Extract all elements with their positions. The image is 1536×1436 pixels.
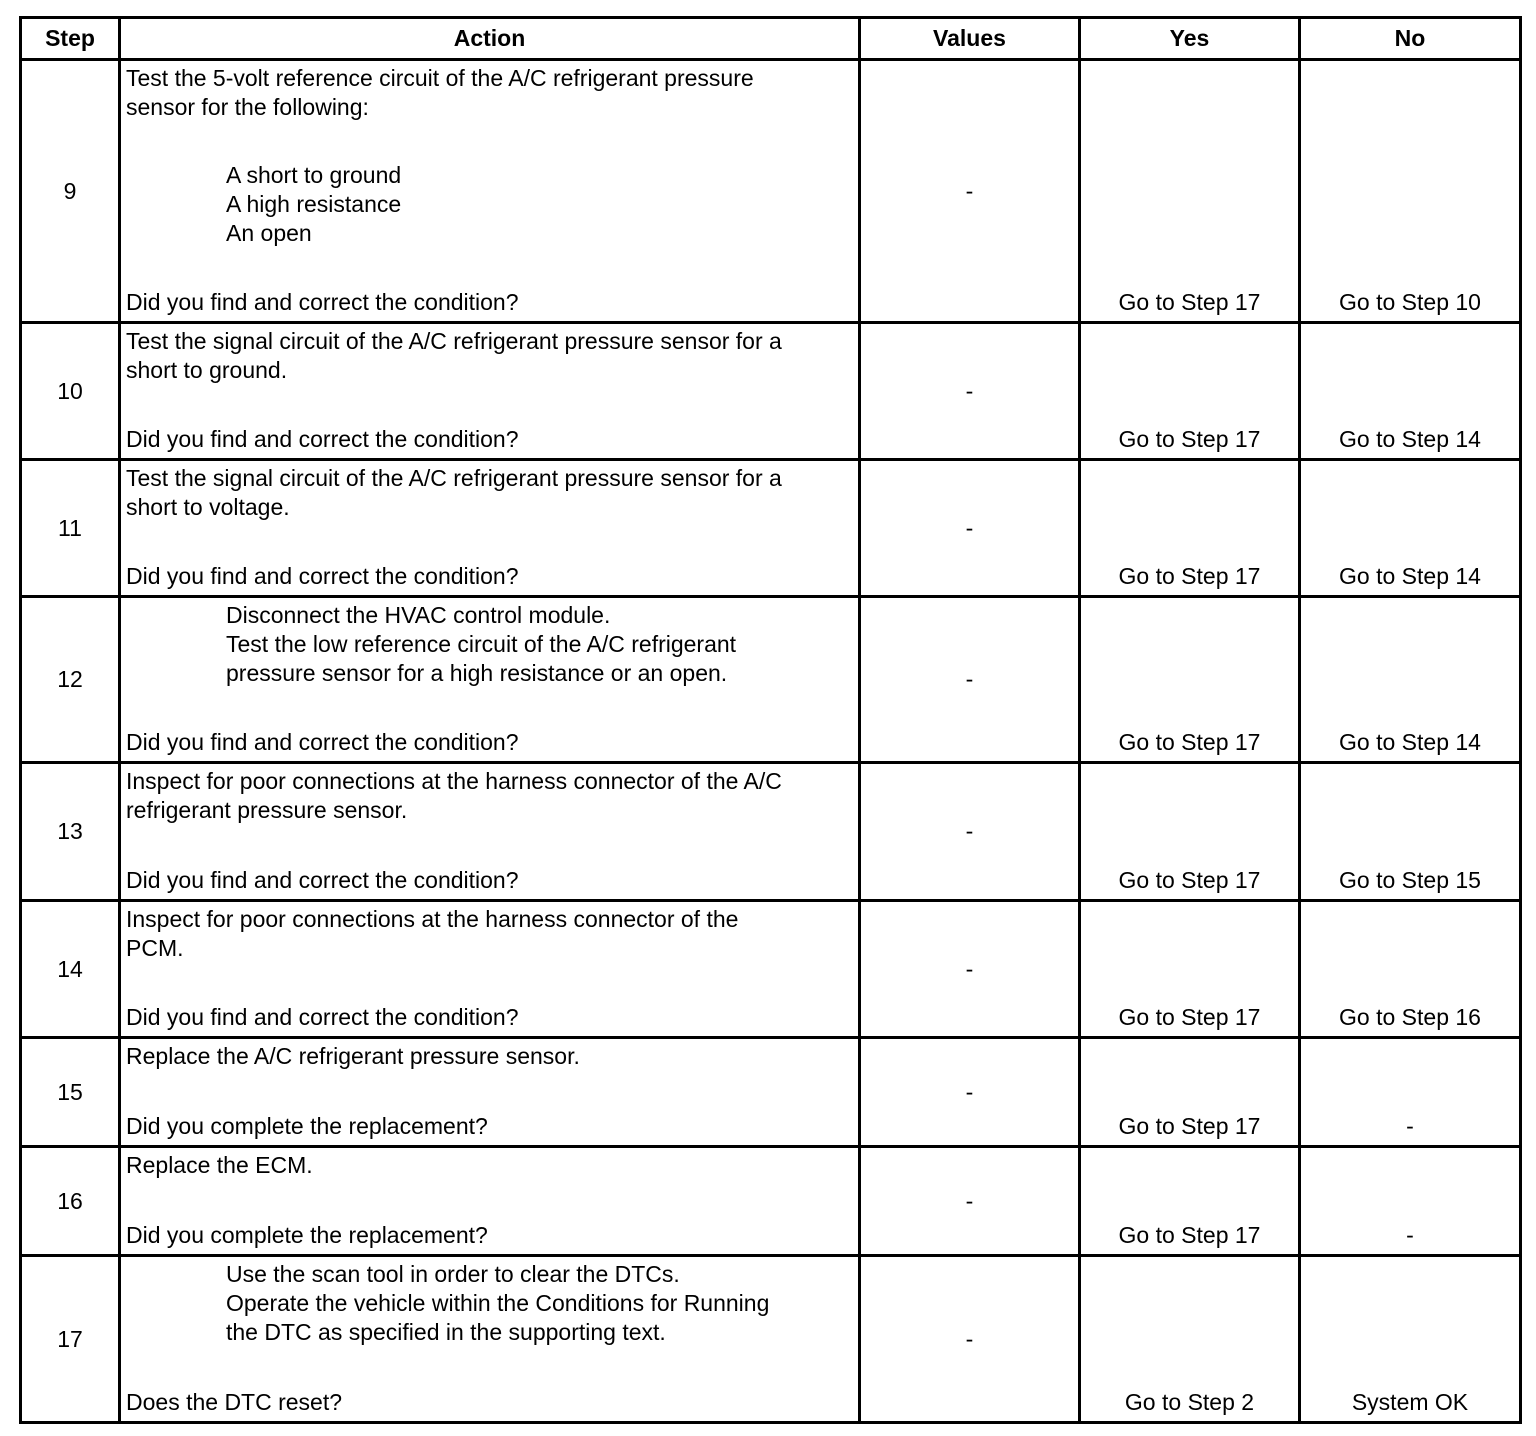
yes-cell: Go to Step 17 — [1080, 1038, 1300, 1147]
action-cell — [120, 460, 860, 597]
action-question: Did you find and correct the condition? — [126, 426, 519, 452]
action-text: PCM. — [126, 935, 184, 961]
step-number: 16 — [21, 1147, 120, 1256]
table-row — [21, 763, 1521, 901]
action-cell — [120, 763, 860, 901]
no-cell: Go to Step 14 — [1300, 323, 1521, 460]
header-step: Step — [21, 18, 120, 60]
no-cell: Go to Step 15 — [1300, 763, 1521, 901]
yes-cell: Go to Step 17 — [1080, 323, 1300, 460]
action-substep: the DTC as specified in the supporting text. — [226, 1319, 666, 1345]
values-cell: - — [860, 597, 1080, 763]
no-cell: Go to Step 14 — [1300, 597, 1521, 763]
step-number: 14 — [21, 901, 120, 1038]
header-values: Values — [860, 18, 1080, 60]
action-question: Did you find and correct the condition? — [126, 729, 519, 755]
action-substep: Disconnect the HVAC control module. — [226, 602, 611, 628]
header-row — [21, 18, 1521, 60]
action-substep: pressure sensor for a high resistance or an open. — [226, 660, 728, 686]
action-text: short to ground. — [126, 357, 288, 383]
action-question: Does the DTC reset? — [126, 1389, 343, 1415]
values-cell: - — [860, 1038, 1080, 1147]
values-cell: - — [860, 1147, 1080, 1256]
yes-cell: Go to Step 17 — [1080, 597, 1300, 763]
action-text: Replace the ECM. — [126, 1152, 313, 1178]
table-row — [21, 323, 1521, 460]
no-cell: Go to Step 16 — [1300, 901, 1521, 1038]
step-number: 11 — [21, 460, 120, 597]
action-cell — [120, 323, 860, 460]
values-cell: - — [860, 323, 1080, 460]
action-substep: Use the scan tool in order to clear the DTCs. — [226, 1261, 680, 1287]
table-row — [21, 1038, 1521, 1147]
header-no: No — [1300, 18, 1521, 60]
yes-cell: Go to Step 17 — [1080, 460, 1300, 597]
action-text: Replace the A/C refrigerant pressure sensor. — [126, 1043, 580, 1069]
step-number: 9 — [21, 60, 120, 323]
action-text: refrigerant pressure sensor. — [126, 797, 408, 823]
action-question: Did you find and correct the condition? — [126, 563, 519, 589]
step-number: 15 — [21, 1038, 120, 1147]
table-row — [21, 60, 1521, 323]
action-cell — [120, 1147, 860, 1256]
diagnostic-table — [19, 16, 1522, 1424]
step-number: 10 — [21, 323, 120, 460]
step-number: 17 — [21, 1256, 120, 1423]
no-cell: Go to Step 10 — [1300, 60, 1521, 323]
action-substep: An open — [226, 220, 312, 246]
table-row — [21, 901, 1521, 1038]
values-cell: - — [860, 1256, 1080, 1423]
action-question: Did you find and correct the condition? — [126, 289, 519, 315]
yes-cell: Go to Step 17 — [1080, 901, 1300, 1038]
action-text: Test the signal circuit of the A/C refrigerant pressure sensor for a — [126, 465, 782, 491]
action-text: Test the signal circuit of the A/C refrigerant pressure sensor for a — [126, 328, 782, 354]
yes-cell: Go to Step 2 — [1080, 1256, 1300, 1423]
yes-cell: Go to Step 17 — [1080, 1147, 1300, 1256]
action-question: Did you find and correct the condition? — [126, 867, 519, 893]
action-text: Inspect for poor connections at the harness connector of the — [126, 906, 739, 932]
action-substep: Test the low reference circuit of the A/C refrigerant — [226, 631, 737, 657]
values-cell: - — [860, 60, 1080, 323]
action-text: short to voltage. — [126, 494, 290, 520]
values-cell: - — [860, 763, 1080, 901]
action-substep: A short to ground — [226, 162, 402, 188]
action-cell — [120, 597, 860, 763]
action-cell — [120, 1256, 860, 1423]
no-cell: System OK — [1300, 1256, 1521, 1423]
action-cell — [120, 901, 860, 1038]
action-question: Did you complete the replacement? — [126, 1113, 488, 1139]
no-cell: Go to Step 14 — [1300, 460, 1521, 597]
action-question: Did you find and correct the condition? — [126, 1004, 519, 1030]
step-number: 12 — [21, 597, 120, 763]
values-cell: - — [860, 460, 1080, 597]
action-text: Test the 5-volt reference circuit of the A/C refrigerant pressure — [126, 65, 754, 91]
step-number: 13 — [21, 763, 120, 901]
action-substep: A high resistance — [226, 191, 402, 217]
no-cell: - — [1300, 1147, 1521, 1256]
table-row — [21, 460, 1521, 597]
table-row — [21, 1147, 1521, 1256]
action-text: sensor for the following: — [126, 94, 369, 120]
header-yes: Yes — [1080, 18, 1300, 60]
action-text: Inspect for poor connections at the harness connector of the A/C — [126, 768, 782, 794]
action-question: Did you complete the replacement? — [126, 1222, 488, 1248]
yes-cell: Go to Step 17 — [1080, 763, 1300, 901]
action-cell — [120, 1038, 860, 1147]
table-row — [21, 1256, 1521, 1423]
values-cell: - — [860, 901, 1080, 1038]
yes-cell: Go to Step 17 — [1080, 60, 1300, 323]
no-cell: - — [1300, 1038, 1521, 1147]
action-substep: Operate the vehicle within the Conditions for Running — [226, 1290, 770, 1316]
header-action: Action — [120, 18, 860, 60]
action-cell — [120, 60, 860, 323]
table-body — [21, 60, 1521, 1423]
table-row — [21, 597, 1521, 763]
